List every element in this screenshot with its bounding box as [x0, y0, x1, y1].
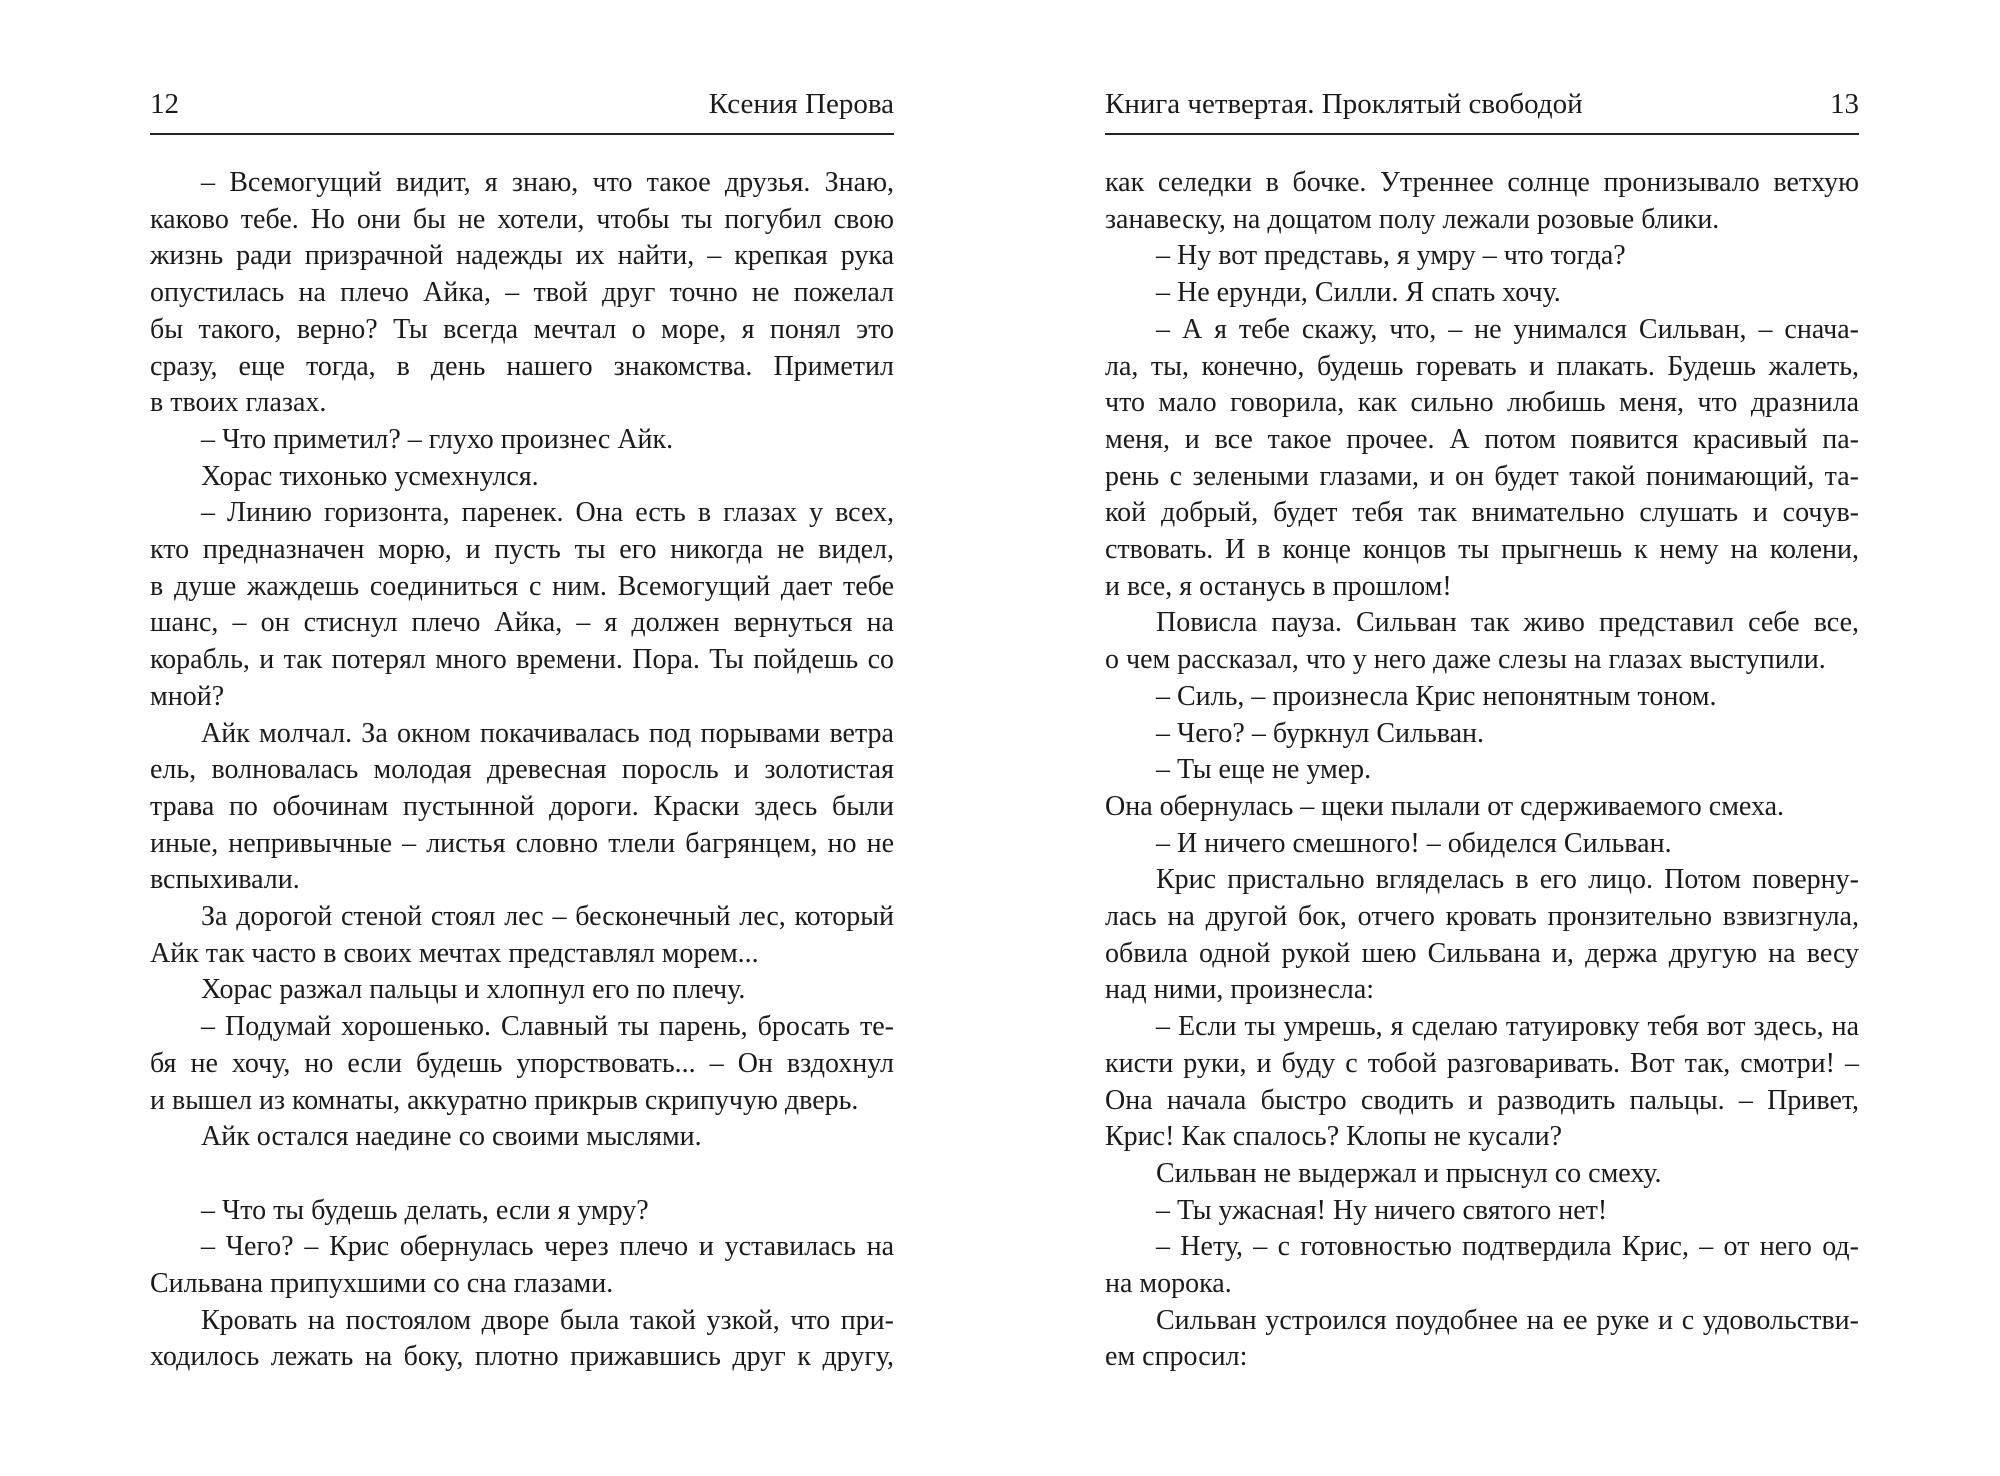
text-line: [201, 1118, 894, 1155]
text-line: [1105, 421, 1859, 458]
text-line-content: – Если ты умрешь, я сделаю татуировку тебя вот здесь, на: [1156, 1011, 1859, 1043]
text-line-content: кто предназначен морю, и пусть ты его никогда не видел,: [150, 534, 894, 565]
text-line-content: Айк молчал. За окном покачивалась под порывами ветра: [201, 717, 894, 749]
text-line: [1105, 201, 1859, 238]
text-line-content: Она начала быстро сводить и разводить пальцы. – Привет,: [1105, 1084, 1859, 1116]
text-line-content: – Не ерунди, Силли. Я спать хочу.: [1156, 277, 1561, 309]
text-line: [150, 861, 894, 898]
running-header: [150, 84, 894, 124]
running-head-author: Ксения Перова: [708, 88, 894, 120]
text-line: [1105, 898, 1859, 935]
text-line-content: занавеску, на дощатом полу лежали розовые блики.: [1105, 203, 1720, 235]
text-line-content: шанс, – он стиснул плечо Айка, – я должен вернуться на: [150, 607, 894, 639]
text-line-content: ем спросил:: [1105, 1341, 1248, 1373]
header-rule: [150, 133, 894, 135]
text-line: [201, 715, 894, 752]
text-line: [1105, 384, 1859, 421]
text-line-content: вспыхивали.: [150, 864, 300, 896]
text-line-content: – Силь, – произнесла Крис непонятным тоном.: [1156, 680, 1717, 712]
text-line: [150, 641, 894, 678]
text-line-content: – Ты ужасная! Ну ничего святого нет!: [1156, 1194, 1608, 1226]
text-line-content: – Ты еще не умер.: [1156, 754, 1372, 786]
text-line-content: над ними, произнесла:: [1105, 974, 1375, 1006]
text-line-content: в твоих глазах.: [150, 387, 327, 419]
text-line-content: – Подумай хорошенько. Славный ты парень, бросать те-: [201, 1011, 894, 1043]
text-line: [1105, 1082, 1859, 1119]
text-line: [1105, 1338, 1859, 1375]
text-line-content: корабль, и так потерял много времени. Пора. Ты пойдешь со: [150, 644, 894, 676]
text-line: [150, 825, 894, 862]
text-line: [1105, 568, 1859, 605]
text-line-content: о чем рассказал, что у него даже слезы на глазах выступили.: [1105, 644, 1826, 676]
text-line: [1105, 971, 1859, 1008]
text-line: [150, 531, 894, 568]
text-line: [201, 1008, 894, 1045]
text-line-content: как селедки в бочке. Утреннее солнце пронизывало ветхую: [1105, 167, 1859, 198]
text-line: [1105, 458, 1859, 495]
text-line: [150, 1338, 894, 1375]
text-line: [201, 898, 894, 935]
text-line-content: – Ну вот представь, я умру – что тогда?: [1156, 240, 1626, 272]
text-line-content: Сильвана припухшими со сна глазами.: [150, 1268, 614, 1299]
text-line: [150, 1082, 894, 1119]
page-number: 12: [150, 88, 179, 120]
text-line: [1156, 678, 1859, 715]
text-line: [150, 1045, 894, 1082]
text-line-content: Повисла пауза. Сильван так живо представил себе все,: [1156, 607, 1859, 639]
text-line-content: на морока.: [1105, 1268, 1232, 1299]
text-line: [1105, 1265, 1859, 1302]
text-line: [150, 751, 894, 788]
text-line: [1105, 531, 1859, 568]
text-line-content: Она обернулась – щеки пылали от сдерживаемого смеха.: [1105, 790, 1785, 822]
text-line: [1105, 641, 1859, 678]
text-line-content: – Чего? – буркнул Сильван.: [1156, 717, 1485, 749]
text-line: [1156, 1302, 1859, 1339]
right-page: [1105, 0, 1859, 1476]
left-page: [150, 0, 894, 1476]
text-line: [150, 311, 894, 348]
text-line: [201, 164, 894, 201]
text-line: [1156, 751, 1859, 788]
text-line-content: рень с зелеными глазами, и он будет такой понимающий, та-: [1105, 460, 1859, 492]
text-line-content: жизнь ради призрачной надежды их найти, – крепкая рука: [150, 240, 894, 272]
text-line-content: – Что приметил? – глухо произнес Айк.: [201, 423, 674, 455]
text-line: [150, 935, 894, 972]
text-line-content: Хорас тихонько усмехнулся.: [201, 460, 539, 492]
text-line-content: ствовать. И в конце концов ты прыгнешь к нему на колени,: [1105, 534, 1859, 565]
text-line-content: Сильван не выдержал и прыснул со смеху.: [1156, 1157, 1662, 1189]
text-line-content: бя не хочу, но если будешь упорствовать... – Он вздохнул: [150, 1047, 894, 1079]
text-line-content: мной?: [150, 680, 225, 712]
text-line-content: сразу, еще тогда, в день нашего знакомства. Приметил: [150, 350, 894, 382]
text-line: [1105, 935, 1859, 972]
text-line: [1156, 237, 1859, 274]
text-line: [1156, 1008, 1859, 1045]
text-line-content: – Всемогущий видит, я знаю, что такое друзья. Знаю,: [201, 167, 894, 198]
text-line-content: трава по обочинам пустынной дороги. Краски здесь были: [150, 790, 894, 822]
text-line-content: кисти руки, и буду с тобой разговаривать. Вот так, смотри! –: [1105, 1047, 1859, 1079]
text-line: [1105, 164, 1859, 201]
text-line-content: что мало говорила, как сильно любишь меня, что дразнила: [1105, 387, 1859, 419]
text-line-content: меня, и все такое прочее. А потом появится красивый па-: [1105, 423, 1859, 455]
text-line-content: обвила одной рукой шею Сильвана и, держа другую на весу: [1105, 937, 1859, 969]
text-line-content: Айк так часто в своих мечтах представлял морем...: [150, 937, 759, 969]
text-line-content: – Линию горизонта, паренек. Она есть в глазах у всех,: [201, 497, 894, 529]
text-line: [201, 1302, 894, 1339]
text-line: [201, 1228, 894, 1265]
running-head-title: Книга четвертая. Проклятый свободой: [1105, 88, 1583, 120]
text-line-content: иные, непривычные – листья словно тлели багрянцем, но не: [150, 827, 894, 859]
text-line-content: бы такого, верно? Ты всегда мечтал о море, я понял это: [150, 313, 894, 345]
text-line-content: Кровать на постоялом дворе была такой узкой, что при-: [201, 1304, 894, 1336]
text-line: [1156, 715, 1859, 752]
text-line-content: – Нету, – с готовностью подтвердила Крис, – от него од-: [1156, 1231, 1859, 1263]
text-line: [201, 421, 894, 458]
text-line: [1156, 1155, 1859, 1192]
text-line-content: – А я тебе скажу, что, – не унимался Сильван, – снача-: [1156, 313, 1859, 345]
text-line: [150, 604, 894, 641]
text-line: [1156, 861, 1859, 898]
text-line-content: ходилось лежать на боку, плотно прижавшись друг к другу,: [150, 1341, 894, 1373]
text-line: [1156, 1228, 1859, 1265]
text-line-content: каково тебе. Но они бы не хотели, чтобы ты погубил свою: [150, 203, 894, 235]
text-line-content: кой добрый, будет тебя так внимательно слушать и сочув-: [1105, 497, 1859, 529]
text-line: [1105, 788, 1859, 825]
text-line-content: ель, волновалась молодая древесная поросль и золотистая: [150, 754, 894, 786]
text-line: [1105, 1045, 1859, 1082]
text-line-content: в душе жаждешь соединиться с ним. Всемогущий дает тебе: [150, 570, 894, 602]
text-line-content: Крис! Как спалось? Клопы не кусали?: [1105, 1121, 1563, 1153]
text-line: [201, 494, 894, 531]
text-line: [150, 201, 894, 238]
text-line-content: – И ничего смешного! – обиделся Сильван.: [1156, 827, 1672, 859]
header-rule: [1105, 133, 1859, 135]
text-line-content: Хорас разжал пальцы и хлопнул его по плечу.: [201, 974, 746, 1006]
text-line: [150, 348, 894, 385]
text-line: [1156, 311, 1859, 348]
text-line-content: и все, я останусь в прошлом!: [1105, 570, 1452, 602]
text-line: [1156, 825, 1859, 862]
text-line: [150, 237, 894, 274]
text-line-content: – Что ты будешь делать, если я умру?: [201, 1194, 649, 1226]
running-header: [1105, 84, 1859, 124]
text-line-content: лась на другой бок, отчего кровать пронзительно взвизгнула,: [1105, 901, 1859, 932]
text-line: [1105, 494, 1859, 531]
text-line-content: Крис пристально вгляделась в его лицо. Потом поверну-: [1156, 864, 1859, 896]
text-line: [201, 1192, 894, 1229]
text-line: [150, 384, 894, 421]
text-line: [150, 678, 894, 715]
text-line: [1105, 348, 1859, 385]
text-line: [201, 458, 894, 495]
text-line: [1105, 1118, 1859, 1155]
text-line: [1156, 1192, 1859, 1229]
text-line: [201, 971, 894, 1008]
text-line: [150, 1265, 894, 1302]
text-line: [1156, 604, 1859, 641]
page-number: 13: [1830, 88, 1859, 120]
text-line-content: опустилась на плечо Айка, – твой друг точно не пожелал: [150, 277, 894, 309]
text-line-content: Сильван устроился поудобнее на ее руке и с удовольстви-: [1156, 1304, 1859, 1336]
text-line-content: Айк остался наедине со своими мыслями.: [201, 1121, 702, 1153]
text-line: [150, 274, 894, 311]
text-line: [150, 788, 894, 825]
text-line-content: – Чего? – Крис обернулась через плечо и уставилась на: [201, 1231, 894, 1263]
text-line-content: и вышел из комнаты, аккуратно прикрыв скрипучую дверь.: [150, 1084, 859, 1116]
text-line: [1156, 274, 1859, 311]
text-line-content: ла, ты, конечно, будешь горевать и плакать. Будешь жалеть,: [1105, 350, 1859, 382]
text-line-content: За дорогой стеной стоял лес – бесконечный лес, который: [201, 901, 894, 932]
text-line: [150, 568, 894, 605]
